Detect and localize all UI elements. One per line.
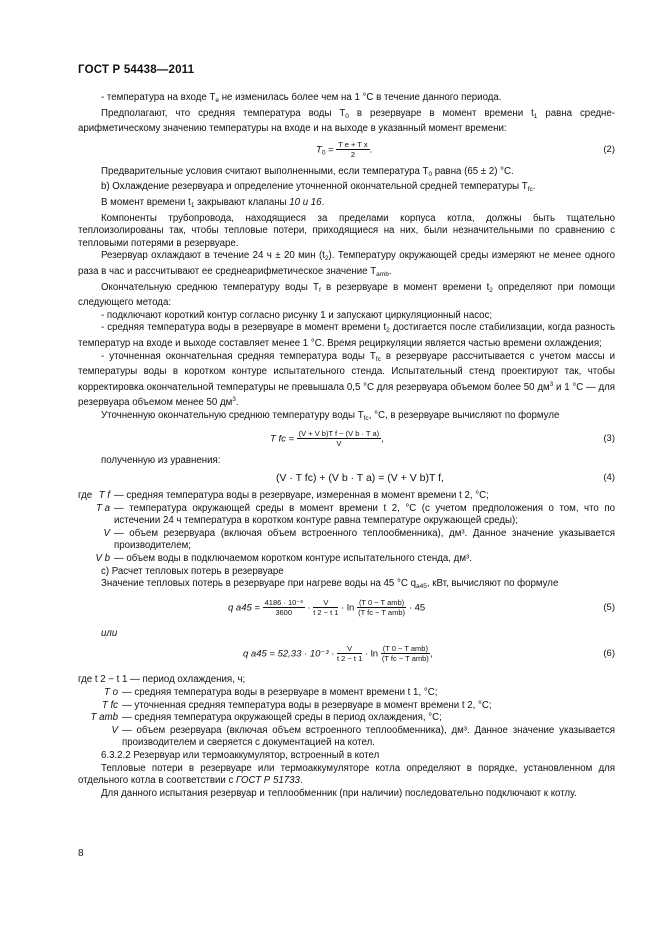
paragraph: Тепловые потери в резервуаре или термоаккумуляторе котла определяют в порядке, установленном для отдельного котла в соответствии с ГОСТ Р 51733. [78, 762, 615, 787]
paragraph: b) Охлаждение резервуара и определение уточненной окончательной средней температуры $T_{fc}$. [101, 181, 536, 194]
equation-3: T fc = $\frac{\text{(V + V b)T f − (V b · T a)}}{V}$ , (3) [270, 429, 615, 449]
paragraph: - подключают короткий контур согласно рисунку 1 и запускают циркуляционный насос; [101, 309, 493, 321]
definition-item [78, 503, 615, 528]
paragraph: Значение тепловых потерь в резервуаре при нагреве воды на 45 °С $q_{a45}$, кВт, вычисляют по формуле [101, 578, 559, 591]
paragraph: или [101, 627, 118, 639]
definition-symbol: T o [104, 687, 118, 698]
definitions-list-1 [78, 490, 615, 566]
section-heading: 6.3.2.2 Резервуар или термоаккумулятор, встроенный в котел [101, 749, 380, 761]
definition-text: — объем воды в подключаемом коротком контуре испытательного стенда, дм³. [114, 553, 472, 565]
definition-item [78, 700, 615, 713]
definition-symbol: V b [95, 553, 110, 565]
paragraph: Для данного испытания резервуар и теплообменник (при наличии) последовательно подключают к котлу. [101, 787, 577, 799]
paragraph: где t 2 − t 1 — период охлаждения, ч; [78, 674, 246, 686]
paragraph: - средняя температура воды в резервуаре в момент времени $t_2$ достигается после стабилизации, когда разность температур на входе и выходе составляет менее 1 °С. Время рециркуляции является частью времени охлаждения; [78, 322, 616, 349]
paragraph: Уточненную окончательную среднюю температуру воды $T_{fc}$, °С, в резервуаре вычисляют по формуле [101, 409, 560, 422]
definition-text: — температура окружающей среды в момент времени t 2, °С (с учетом предположения о том, что по истечении 24 ч температура в коротком контуре равна температуре окружающей среды); [114, 502, 615, 527]
equation-2: $T_0$ = $\frac{\text{T e + T x}}{2}$ . (2) [316, 139, 615, 159]
standard-reference-link[interactable]: ГОСТ Р 51733 [236, 775, 300, 787]
paragraph: c) Расчет тепловых потерь в резервуаре [101, 565, 284, 577]
definitions-list-2 [78, 687, 615, 750]
equation-4: (V · T fc) + (V b · T a) = (V + V b)T f, (4) [276, 472, 615, 485]
definition-text: — объем резервуара (включая объем встроенного теплообменника), дм³. Данное значение указывается производителем; [114, 527, 615, 552]
definition-item [78, 687, 615, 700]
definition-item [78, 490, 615, 503]
paragraph: полученную из уравнения: [101, 455, 221, 467]
paragraph: Резервуар охлаждают в течение 24 ч ± 20 мин $(t_2)$. Температуру окружающей среды измеряют не менее одного раза в час и рассчитывают ее среднеарифметическое значение $T_{amb}$. [78, 250, 615, 278]
paragraph: В момент времени $t_1$ закрывают клапаны 10 и 16. [101, 196, 325, 209]
definition-symbol: T a [96, 502, 110, 514]
page-number: 8 [78, 848, 84, 859]
definition-symbol: T amb [90, 712, 118, 724]
paragraph: Компоненты трубопровода, находящиеся за пределами корпуса котла, должны быть тщательно теплоизолированы так, чтобы тепловые потери, приходящиеся на них, были незначительными по сравнению с тепловыми потерями в резервуаре. [78, 212, 615, 249]
definition-symbol: T f [98, 490, 110, 502]
definition-text: — уточненная средняя температура воды в резервуаре в момент времени t 2, °С; [122, 699, 492, 711]
definition-symbol: V [111, 724, 118, 736]
page-header: ГОСТ Р 54438—2011 [78, 64, 195, 76]
definition-text: — объем резервуара (включая объем встроенного теплообменника), дм³. Данное значение указывается производителем и сверяется с документацией на котел. [122, 724, 615, 749]
paragraph: Предполагают, что средняя температура воды $T_0$ в резервуаре в момент времени $t_1$ равна средне-арифметическому значению температуры на входе и на выходе в указанный момент времени: [78, 107, 615, 135]
definition-text: — средняя температура окружающей среды в период охлаждения, °С; [122, 712, 442, 724]
paragraph: Окончательную среднюю температуру воды $T_f$ в резервуаре в момент времени $t_2$ определяют при помощи следующего метода: [78, 281, 616, 309]
paragraph: Предварительные условия считают выполненными, если температура $T_0$ равна (65 ± 2) °С. [101, 165, 514, 178]
definition-item [78, 712, 615, 725]
definition-item [78, 528, 615, 553]
definition-item [78, 553, 615, 566]
definition-item [78, 725, 615, 750]
equation-6: q a45 = 52,33 · 10⁻³ · $\frac{V}{t 2 - t 1}$ · ln $\frac{\text{(T 0 − T amb)}}{\text{(T fc − T amb)}}$ , (6) [243, 644, 615, 664]
definition-intro: где [78, 490, 93, 502]
paragraph: - температура на входе $T_e$ не изменилась более чем на 1 °С в течение данного периода. [101, 92, 502, 104]
definition-text: — средняя температура воды в резервуаре, измеренная в момент времени t 2, °С; [114, 490, 489, 502]
equation-5: q a45 = $\frac{\text{4186 · 10⁻³}}{3600}$ · $\frac{V}{t 2 - t 1}$ · ln $\frac{\text{(T 0 − T amb)}}{\text{(T fc − T amb)}}$ · 45 (5) [228, 597, 615, 617]
definition-text: — средняя температура воды в резервуаре в момент времени t 1, °С; [122, 687, 438, 698]
document-body [78, 92, 615, 800]
definition-symbol: T fc [101, 699, 118, 711]
paragraph: - уточненная окончательная средняя температура воды $T_{fc}$ в резервуаре рассчитывается с учетом массы и температуры воды в коротком контуре испытательного стенда. Испытательный стенд проектируют так, чтобы корректировка окончательной температуры не превышала 0,5 °С для резервуара объемом более 50 $дм^3$ и 1 °С — для резервуара объемом менее 50 $дм^3$. [78, 350, 615, 409]
definition-symbol: V [103, 527, 110, 539]
